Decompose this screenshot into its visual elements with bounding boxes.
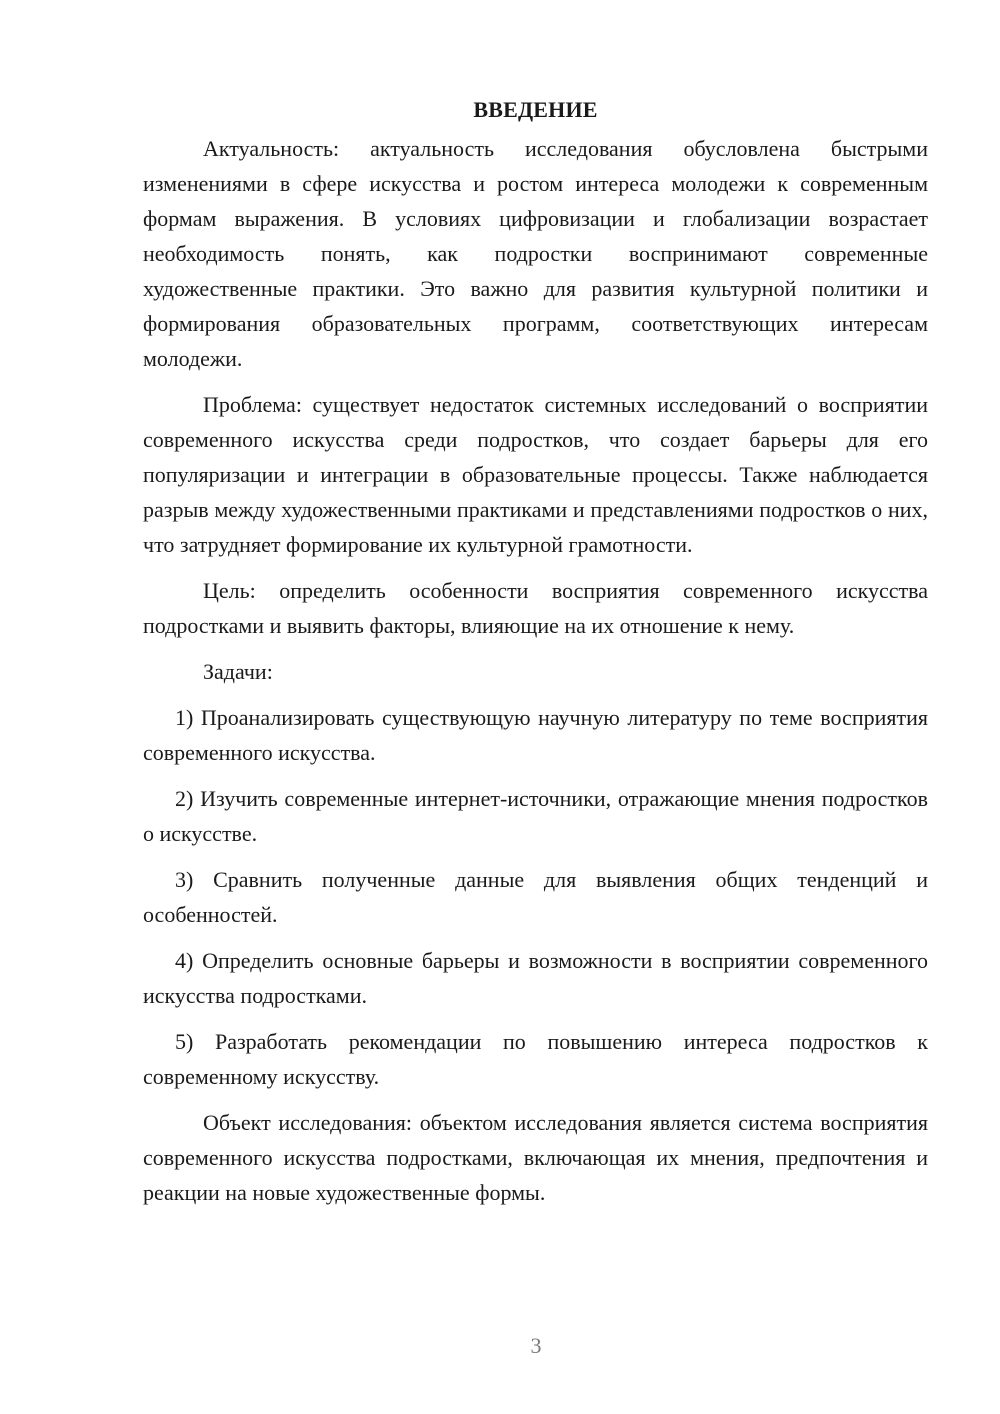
task-item-5: 5) Разработать рекомендации по повышению интереса подростков к современному искусству. [143, 1029, 928, 1089]
tasks-heading: Задачи: [203, 659, 273, 684]
page-title: ВВЕДЕНИЕ [473, 97, 598, 122]
relevance-paragraph: Актуальность: актуальность исследования обусловлена быстрыми изменениями в сфере искусства и ростом интереса молодежи к современным формам выражения. В условиях цифровизации и глобализации возрастает необходимость понять, как подростки воспринимают современные художественные практики. Это важно для развития культурной политики и формирования образовательных программ, соответствующих интересам молодежи. [143, 136, 928, 371]
task-item-3: 3) Сравнить полученные данные для выявления общих тенденций и особенностей. [143, 867, 928, 927]
object-paragraph: Объект исследования: объектом исследования является система восприятия современного искусства подростками, включающая их мнения, предпочтения и реакции на новые художественные формы. [143, 1110, 928, 1205]
page-number: 3 [530, 1333, 542, 1358]
task-item-2: 2) Изучить современные интернет-источники, отражающие мнения подростков о искусстве. [143, 786, 928, 846]
goal-paragraph: Цель: определить особенности восприятия современного искусства подростками и выявить факторы, влияющие на их отношение к нему. [143, 578, 928, 638]
problem-paragraph: Проблема: существует недостаток системных исследований о восприятии современного искусства среди подростков, что создает барьеры для его популяризации и интеграции в образовательные процессы. Также наблюдается разрыв между художественными практиками и представлениями подростков о них, что затрудняет формирование их культурной грамотности. [143, 392, 928, 557]
task-item-1: 1) Проанализировать существующую научную литературу по теме восприятия современного искусства. [143, 705, 928, 765]
task-item-4: 4) Определить основные барьеры и возможности в восприятии современного искусства подростками. [143, 948, 928, 1008]
page-content [143, 92, 928, 1221]
